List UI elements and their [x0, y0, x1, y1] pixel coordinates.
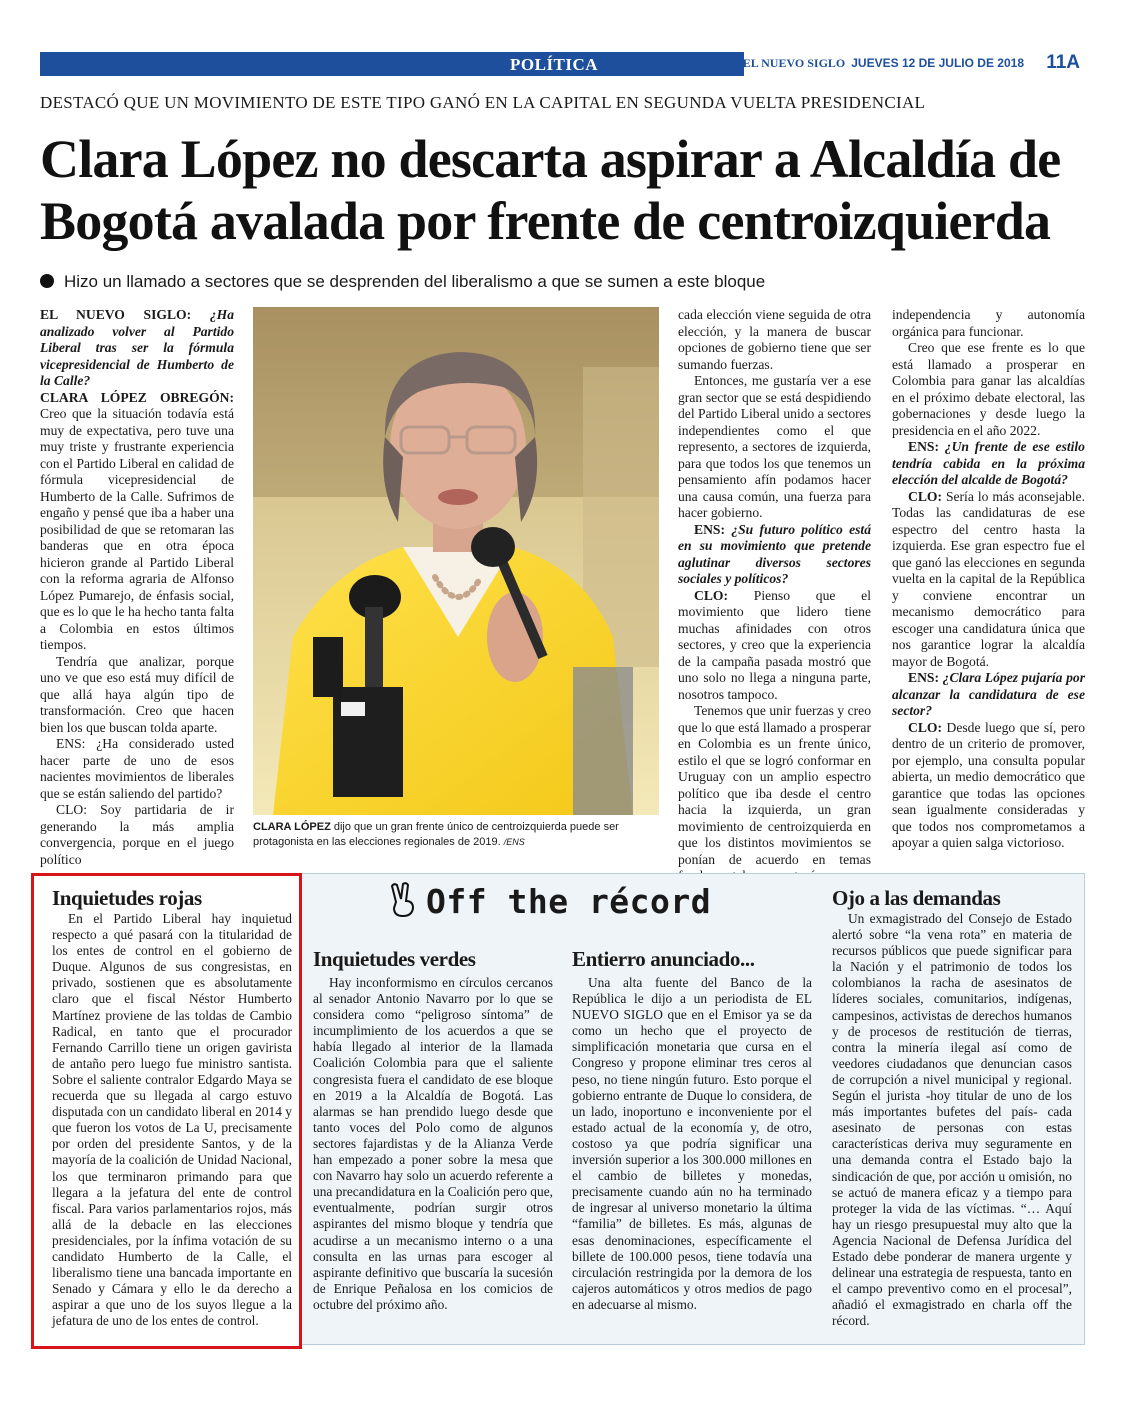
- subhead-text: Hizo un llamado a sectores que se desprenden del liberalismo a que se sumen a este bloque: [64, 272, 766, 291]
- answer-text: Desde luego que sí, pero dentro de un criterio de promover, por ejemplo, una consulta popular abierta, un medio democrático que garantice que todas las opciones sean igualmente consideradas y que todos nos comprometamos a apoyar a quien salga victorioso.: [892, 719, 1086, 850]
- speaker-label: EL NUEVO SIGLO:: [40, 307, 192, 322]
- speaker-label: ENS:: [694, 521, 725, 537]
- answer-text: Creo que la situación todavía está muy de expectativa, pero tuve una muy triste y frustrante experiencia con el Partido Liberal en calidad de fórmula vicepresidencial de Humberto de la Calle. Sufrimos de engaño y pensé que iba a haber una posibilidad de que se retomaran las banderas que en otra época hicieron grande al Partido Liberal con la reforma agraria de Alfonso López Pumarejo, de énfasis social, que es lo que le ha hecho tanta falta a Colombia en estos últimos tiempos.: [40, 406, 235, 652]
- question: [678, 522, 871, 588]
- subhead: [40, 272, 765, 292]
- answer: [892, 720, 1085, 852]
- issue-date: JUEVES 12 DE JULIO DE 2018: [851, 56, 1024, 70]
- portrait-illustration: [253, 307, 659, 815]
- off-the-record-title: Off the récord: [426, 882, 712, 921]
- paragraph: Entonces, me gustaría ver a ese gran sector que se está despidiendo del Partido Liberal unido a sectores independientes como el que represento, a sectores de izquierda, para que todos los que tenemos un pensamiento afín podamos hacer una causa común, una fuerza para hacer gobierno.: [678, 373, 871, 520]
- question-text: ¿Clara López pujaría por alcanzar la candidatura de ese sector?: [892, 670, 1085, 718]
- masthead: [743, 56, 1024, 71]
- page-number: 11A: [1046, 52, 1080, 73]
- box-text: [52, 911, 292, 1329]
- headline: Clara López no descarta aspirar a Alcaldía de Bogotá avalada por frente de centroizquierda: [40, 129, 1061, 251]
- speaker-label: ENS:: [908, 670, 939, 685]
- answer: [40, 390, 234, 654]
- victory-hand-icon: [388, 882, 418, 918]
- box-heading: Inquietudes verdes: [313, 947, 476, 971]
- question: [892, 670, 1085, 720]
- speaker-label: CLO:: [908, 488, 942, 504]
- paragraph: Creo que ese frente es lo que está llamado a prosperar en Colombia para ganar las alcaldías en el próximo debate electoral, las gobernaciones y desde luego la presidencia en el año 2022.: [892, 340, 1085, 438]
- paragraph: CLO: Soy partidaria de ir generando la más amplia convergencia, porque en el juego político: [40, 802, 234, 867]
- paragraph: Tenemos que unir fuerzas y creo que lo que está llamado a prosperar en Colombia es un frente único, estilo el que se logró conformar en Uruguay con un amplio espectro político que iba desde el centro hacia la izquierda, un gran movimiento de centroizquierda en que los distintos movimientos se ponían de acuerdo en temas: [678, 703, 871, 867]
- paragraph: Tendría que analizar, porque uno ve que eso está muy difícil de que allá haya algún tipo de transformación. Creo que hacen bien los que buscan tolda aparte.: [40, 653, 234, 735]
- box-heading: Ojo a las demandas: [832, 886, 1001, 910]
- question-text: ¿Su futuro político está en su movimiento que pretende aglutinar diversos sectores sociales y políticos?: [678, 521, 871, 586]
- bullet-icon: [40, 274, 54, 288]
- answer-text: Sería lo más aconsejable. Todas las candidaturas de ese espectro del centro hasta la izquierda. Ese gran espectro fue el que ganó las elecciones en segunda vuelta en la capital de la República y conviene encontrar un mecanismo democrático para escoger una candidatura única que nos garantice lograr la alcaldía mayor de Bogotá.: [892, 488, 1085, 669]
- answer-text: Pienso que el movimiento que lidero tiene muchas afinidades con otros sectores, y creo que la experiencia de la campaña pasada mostró que uno solo no llega a ninguna parte, nosotros tampoco.: [678, 587, 871, 702]
- masthead-band: [744, 52, 1084, 76]
- caption-name: CLARA LÓPEZ: [253, 821, 331, 833]
- box-paragraph: Un exmagistrado del Consejo de Estado alertó sobre “la vena rota” en materia de recursos públicos que puede significar para la Nación y el patrimonio de todos los colombianos la racha de asesinatos de líderes sociales, comunitarios, indígenas, campesinos, activistas de derechos humanos y de procesos de restitución de tierras, contra la minería ilegal así como de veedores ciudadanos que denuncian casos de corrupción a nivel municipal y regional. Según el jurista -hoy titular de uno de los más importantes bufetes del país- cada asesinato de personas con estas características deriva muy seguramente en una demanda contra el Estado bajo la sindicación de que, por acción u omisión, no se actuó de manera eficaz y a tiempo para proteger la vida de las víctimas. “… Aquí hay un riesgo presupuestal muy alto que la Agencia Nacional de Defensa Jurídica del Estado debe ponderar de manera urgente y delinear una estrategia de respuesta, tanto en el campo preventivo como en el procesal”, añadió el exmagistrado en charla off the récord.: [832, 911, 1072, 1329]
- caption-credit: /ENS: [503, 837, 525, 847]
- section-bar: [40, 52, 1084, 76]
- box-heading: Entierro anunciado...: [572, 947, 755, 971]
- portrait-photo: [253, 307, 659, 815]
- kicker: DESTACÓ QUE UN MOVIMIENTO DE ESTE TIPO GANÓ EN LA CAPITAL EN SEGUNDA VUELTA PRESIDENCIAL: [40, 93, 926, 112]
- box-paragraph: Hay inconformismo en círculos cercanos al senador Antonio Navarro por lo que se considera como “peligroso síntoma” de incumplimiento de los acuerdos a que se había llegado al interior de la llamada Coalición Colombia para que el saliente congresista fuera el candidato de ese bloque en 2019 a la Alcaldía de Bogotá. Las alarmas se han prendido luego desde que tanto voces del Polo como de algunos sectores fajardistas y de la Alianza Verde han empezado a poner sobre la mesa que con Navarro hay solo un acuerdo referente a una precandidatura en la Coalición pero que, eventualmente, podrían surgir otros aspirantes del mismo bloque y tendría que acudirse a un mecanismo interno o a una consulta en las urnas para escoger al aspirante definitivo que buscaría la sucesión de Enrique Peñalosa en los comicios de octubre del próximo año.: [313, 975, 553, 1312]
- box-text: [313, 975, 553, 1313]
- photo-caption: [253, 820, 663, 850]
- question: [892, 439, 1085, 489]
- answer: [892, 489, 1085, 671]
- speaker-label: CLARA LÓPEZ OBREGÓN:: [40, 389, 234, 405]
- speaker-label: ENS:: [908, 439, 939, 454]
- caption-text: dijo que un gran frente único de centroizquierda puede ser protagonista en las elecciones regionales de 2019.: [253, 821, 619, 848]
- box-paragraph: En el Partido Liberal hay inquietud respecto a qué pasará con la titularidad de los entes de control en el gobierno de Duque. Algunos de sus congresistas, en privado, sostienen que es absolutamente claro que el fiscal Néstor Humberto Martínez proviene de las toldas de Cambio Radical, en tanto que el procurador Fernando Carrillo tiene un origen gavirista de antaño pero luego fue ministro santista. Sobre el saliente contralor Edgardo Maya se recuerda que su llegada al cargo estuvo disputada con un candidato liberal en 2014 y que fueron los votos de La U, precisamente por orden del presidente Santos, y de la mayoría de la coalición de Unidad Nacional, los que terminaron primando para que llegara a la jefatura del ente de control fiscal. Para varios parlamentarios rojos, más allá de la debacle en las elecciones presidenciales, por la ínfima votación de su candidato Humberto de la Calle, el liberalismo tiene una bancada importante en Senado y Cámara y ello le da derecho a aspirar a que uno de los suyos llegue a la jefatura de uno de los entes de control.: [52, 911, 292, 1329]
- paragraph: ENS: ¿Ha considerado usted hacer parte de uno de esos nacientes movimientos de liberales que se están saliendo del partido?: [40, 736, 234, 801]
- article-column-3: [678, 307, 871, 885]
- article-column-1: [40, 307, 234, 868]
- answer: [678, 588, 871, 704]
- box-heading: Inquietudes rojas: [52, 886, 202, 910]
- article-column-4: [892, 307, 1085, 852]
- speaker-label: CLO:: [908, 719, 942, 735]
- speaker-label: CLO:: [694, 587, 728, 603]
- publication-name: EL NUEVO SIGLO: [742, 56, 846, 70]
- box-text: [572, 975, 812, 1313]
- section-label: POLÍTICA: [510, 55, 599, 74]
- box-paragraph: Una alta fuente del Banco de la República le dijo a un periodista de EL NUEVO SIGLO que en el Emisor ya se da como un hecho que el proyecto de simplificación monetaria que cursa en el Congreso y propone eliminar tres ceros al peso, no tiene ningún futuro. Esto porque el gobierno entrante de Duque lo considera, de un lado, inoportuno e inconveniente por el estado actual de la economía y, de otro, costoso ya que podría significar una inversión superior a los 300.000 millones en el cambio de billetes y monedas, precisamente cuando aún no ha terminado de ingresar al universo monetario la última “familia” de billetes. Es más, algunas de esas denominaciones, específicamente el billete de 100.000 pesos, tiene todavía una circulación restringida por la demora de los cajeros automáticos y otros medios de pago en adecuarse al mismo.: [572, 975, 812, 1312]
- question: [40, 307, 234, 390]
- paragraph: cada elección viene seguida de otra elección, y la manera de buscar opciones de gobierno tiene que ser sumando fuerzas.: [678, 307, 871, 372]
- paragraph: independencia y autonomía orgánica para funcionar.: [892, 307, 1085, 339]
- question-text: ¿Un frente de ese estilo tendría cabida en la próxima elección del alcalde de Bogotá?: [892, 439, 1085, 487]
- question-text: ¿Ha analizado volver al Partido Liberal tras ser la fórmula vicepresidencial de Humberto de la Calle?: [40, 307, 235, 388]
- box-text: [832, 911, 1072, 1329]
